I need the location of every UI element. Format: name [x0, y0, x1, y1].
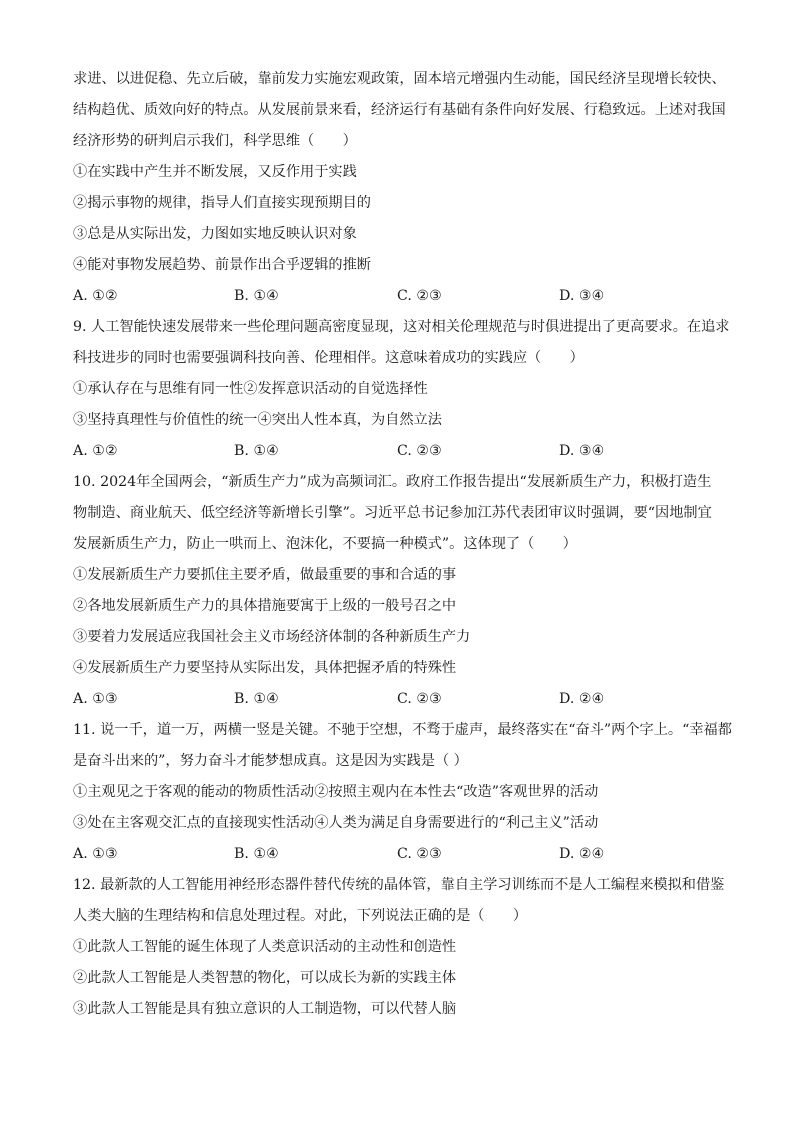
question-stem-line: 物制造、商业航天、低空经济等新增长引擎”。习近平总书记参加江苏代表团审议时强调，要“因地制宜 [73, 505, 712, 521]
question-stem-line: 9. 人工智能快速发展带来一些伦理问题高密度显现，这对相关伦理规范与时俱进提出了更高要求。在追求 [73, 319, 730, 335]
question-stem-line: 经济形势的研判启示我们，科学思维（ ） [73, 133, 357, 149]
option-a: A. ①③ [73, 846, 118, 862]
answer-options [73, 684, 725, 715]
question-stem-line: 求进、以进促稳、先立后破，靠前发力实施宏观政策，固本培元增强内生动能，国民经济呈现增长较快、 [73, 71, 726, 87]
option-d: D. ③④ [559, 288, 605, 304]
option-b: B. ①④ [234, 691, 279, 707]
question-12 [73, 870, 725, 1025]
question-11 [73, 715, 732, 870]
question-stem-line: 12. 最新款的人工智能用神经形态器件替代传统的晶体管，靠自主学习训练而不是人工编程来模拟和借鉴 [73, 877, 725, 893]
option-a: A. ①② [73, 288, 118, 304]
statement-item: ②此款人工智能是人类智慧的物化，可以成长为新的实践主体 [73, 970, 457, 986]
statement-item: ①主观见之于客观的能动的物质性活动②按照主观内在本性去“改造”客观世界的活动 [73, 784, 599, 800]
statement-item: ②揭示事物的规律，指导人们直接实现预期目的 [73, 195, 371, 211]
option-b: B. ①④ [234, 846, 279, 862]
statement-item: ②各地发展新质生产力的具体措施要寓于上级的一般号召之中 [73, 598, 457, 614]
statement-item: ①在实践中产生并不断发展，又反作用于实践 [73, 164, 357, 180]
option-a: A. ①③ [73, 691, 118, 707]
answer-options [73, 281, 725, 312]
statement-item: ③处在主客观交汇点的直接现实性活动④人类为满足自身需要进行的“利己主义”活动 [73, 815, 599, 831]
option-b: B. ①④ [234, 288, 279, 304]
option-d: D. ②④ [559, 846, 605, 862]
document-page [73, 64, 732, 1025]
question-stem-line: 10. 2024年全国两会，“新质生产力”成为高频词汇。政府工作报告提出“发展新质生产力，积极打造生 [73, 474, 712, 490]
statement-item: ③坚持真理性与价值性的统一④突出人性本真，为自然立法 [73, 412, 442, 428]
question-stem-line: 结构趋优、质效向好的特点。从发展前景来看，经济运行有基础有条件向好发展、行稳致远。上述对我国 [73, 102, 726, 118]
option-c: C. ②③ [397, 691, 442, 707]
statement-item: ③总是从实际出发，力图如实地反映认识对象 [73, 226, 357, 242]
question-8 [73, 64, 725, 312]
statement-item: ①发展新质生产力要抓住主要矛盾，做最重要的事和合适的事 [73, 567, 457, 583]
option-d: D. ③④ [559, 443, 605, 459]
statement-item: ③此款人工智能是具有独立意识的人工制造物，可以代替人脑 [73, 1001, 457, 1017]
option-c: C. ②③ [397, 443, 442, 459]
statement-item: ④发展新质生产力要坚持从实际出发，具体把握矛盾的特殊性 [73, 660, 457, 676]
statement-item: ①承认存在与思维有同一性②发挥意识活动的自觉选择性 [73, 381, 428, 397]
question-stem-line: 人类大脑的生理结构和信息处理过程。对此，下列说法正确的是（ ） [73, 908, 528, 924]
option-d: D. ②④ [559, 691, 605, 707]
statement-item: ③要着力发展适应我国社会主义市场经济体制的各种新质生产力 [73, 629, 471, 645]
question-stem-line: 是奋斗出来的”，努力奋斗才能梦想成真。这是因为实践是（ ） [73, 753, 468, 769]
answer-options [73, 839, 725, 870]
option-a: A. ①② [73, 443, 118, 459]
question-9 [73, 312, 730, 467]
answer-options [73, 436, 725, 467]
question-stem-line: 科技进步的同时也需要强调科技向善、伦理相伴。这意味着成功的实践应（ ） [73, 350, 584, 366]
statement-item: ④能对事物发展趋势、前景作出合乎逻辑的推断 [73, 257, 371, 273]
question-10 [73, 467, 725, 715]
question-stem-line: 发展新质生产力，防止一哄而上、泡沫化，不要搞一种模式”。这体现了（ ） [73, 536, 577, 552]
option-c: C. ②③ [397, 288, 442, 304]
option-b: B. ①④ [234, 443, 279, 459]
question-stem-line: 11. 说一千，道一万，两横一竖是关键。不驰于空想，不骛于虚声，最终落实在“奋斗”两个字上。“幸福都 [73, 722, 732, 738]
option-c: C. ②③ [397, 846, 442, 862]
statement-item: ①此款人工智能的诞生体现了人类意识活动的主动性和创造性 [73, 939, 457, 955]
